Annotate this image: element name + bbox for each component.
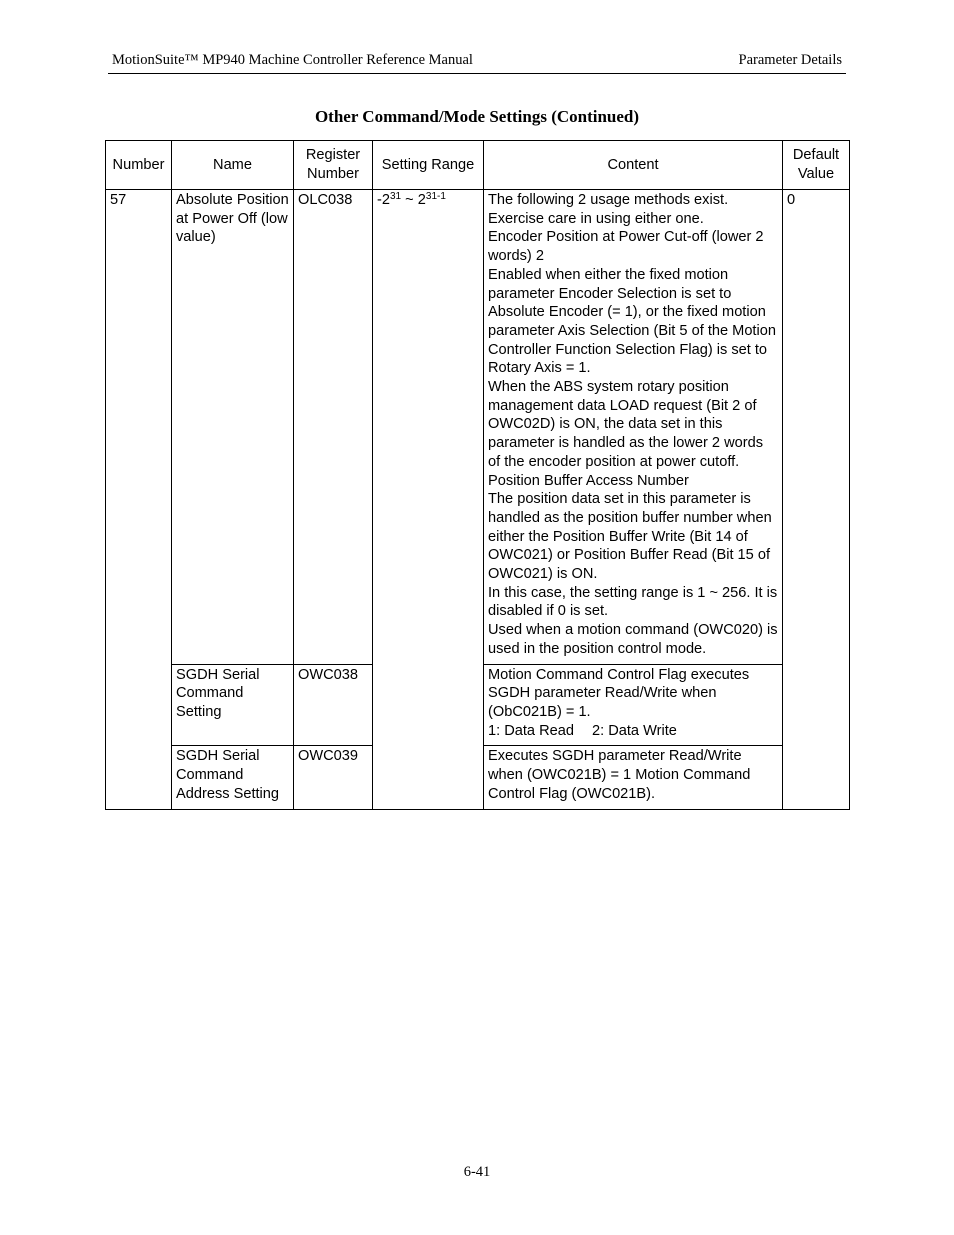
param-name: SGDH Serial Command Setting xyxy=(172,664,294,746)
param-setting-range xyxy=(373,190,484,810)
content-paragraph: The following 2 usage methods exist. Exercise care in using either one. xyxy=(488,192,729,227)
param-name: SGDH Serial Command Address Setting xyxy=(172,746,294,809)
range-separator: ~ xyxy=(401,192,418,208)
table-header-row xyxy=(106,141,850,190)
content-paragraph: Used when a motion command (OWC020) is used in the position control mode. xyxy=(488,622,778,657)
table-title: Other Command/Mode Settings (Continued) xyxy=(314,107,640,126)
col-header-default xyxy=(783,141,850,190)
content-paragraph: Enabled when either the fixed motion parameter Encoder Selection is set to Absolute Encoder (= 1), or the fixed motion parameter Axis Selection (Bit 5 of the Motion Controller Function Selection Flag) is set to Rotary Axis = 1. xyxy=(488,266,776,377)
content-paragraph: When the ABS system rotary position management data LOAD request (Bit 2 of OWC02D) is ON, the data set in this parameter is handled as the lower 2 words of the encoder position at power cutoff. xyxy=(488,379,763,470)
range-base-min: 2 xyxy=(381,192,390,208)
range-exp-max: 31-1 xyxy=(425,191,446,202)
range-base-max: 2 xyxy=(417,192,426,208)
col-header-default-line2: Value xyxy=(797,166,835,182)
param-content xyxy=(484,664,783,746)
col-header-register-line1: Register xyxy=(305,147,361,164)
col-header-range: Setting Range xyxy=(373,141,484,190)
param-register: OLC038 xyxy=(294,190,373,665)
parameter-table xyxy=(105,140,850,810)
param-number: 57 xyxy=(106,190,172,810)
content-paragraph: In this case, the setting range is 1 ~ 256. It is disabled if 0 is set. xyxy=(488,584,778,620)
option-data-read: 1: Data Read xyxy=(488,722,574,739)
option-data-write: 2: Data Write xyxy=(592,722,677,739)
content-paragraph: The position data set in this parameter is handled as the position buffer number when either the Position Buffer Write (Bit 14 of OWC021) or Position Buffer Read (Bit 15 of OWC021) is ON. xyxy=(488,491,772,583)
table-row xyxy=(106,190,850,665)
content-options xyxy=(488,722,778,741)
param-default-value: 0 xyxy=(783,190,850,810)
range-exp-min: 31 xyxy=(390,191,402,202)
header-rule xyxy=(108,73,846,74)
content-paragraph: Motion Command Control Flag executes SGDH parameter Read/Write when (ObC021B) = 1. xyxy=(488,666,750,720)
content-paragraph: Encoder Position at Power Cut-off (lower 2 words) 2 xyxy=(488,229,764,265)
page-number: 6-41 xyxy=(463,1164,491,1180)
param-register: OWC039 xyxy=(294,746,373,809)
col-header-name: Name xyxy=(172,141,294,190)
param-name: Absolute Position at Power Off (low value) xyxy=(172,190,294,665)
col-header-default-line1: Default xyxy=(792,147,840,164)
range-minus: - xyxy=(377,192,382,208)
col-header-register xyxy=(294,141,373,190)
running-header-title: MotionSuite™ MP940 Machine Controller Reference Manual xyxy=(112,52,473,68)
col-header-content: Content xyxy=(484,141,783,190)
param-register: OWC038 xyxy=(294,664,373,746)
param-content xyxy=(484,746,783,809)
col-header-number: Number xyxy=(106,141,172,190)
col-header-register-line2: Number xyxy=(307,166,359,182)
running-header-section: Parameter Details xyxy=(738,52,842,68)
param-content xyxy=(484,190,783,665)
content-paragraph: Executes SGDH parameter Read/Write when (OWC021B) = 1 Motion Command Control Flag (OWC021B). xyxy=(488,748,751,802)
content-paragraph: Position Buffer Access Number xyxy=(488,472,689,489)
